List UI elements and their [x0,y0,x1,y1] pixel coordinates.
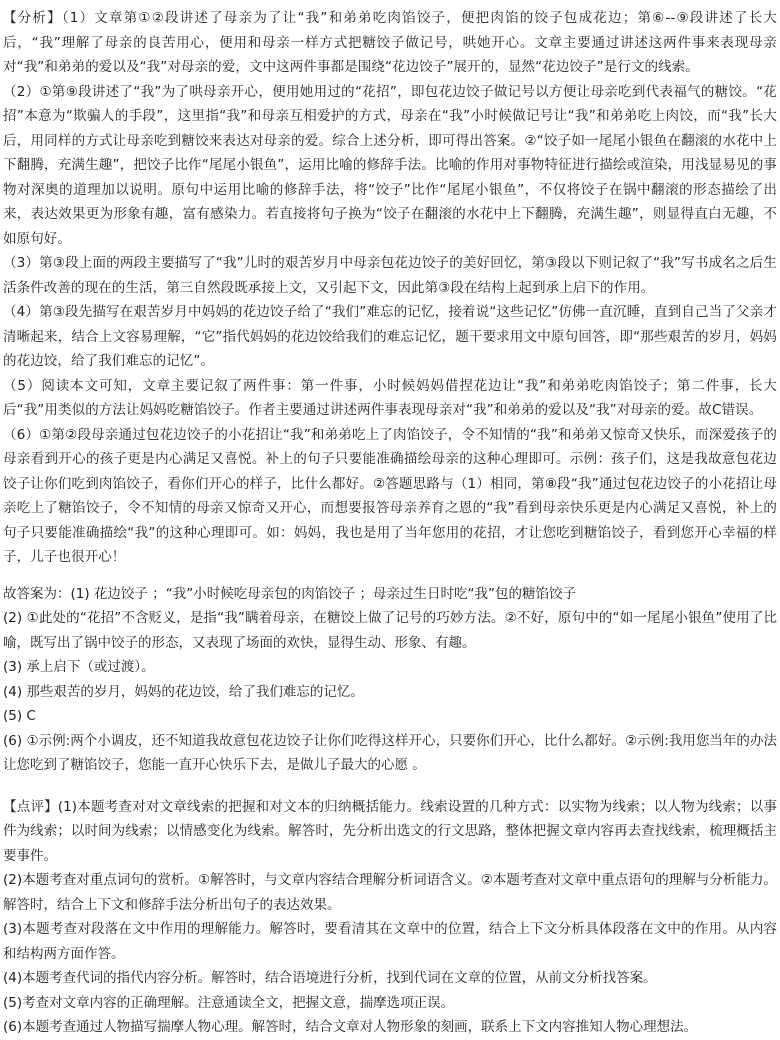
review-paragraph-4: (4)本题考查代词的指代内容分析。解答时，结合语境进行分析，找到代词在文章的位置，从前文分析找答案。 [3,970,657,986]
analysis-paragraph-1: 【分析】（1）文章第①②段讲述了母亲为了让“我”和弟弟吃肉馅饺子，便把肉馅的饺子包成花边；第⑥--⑨段讲述了长大后，“我”理解了母亲的良苦用心，便用和母亲一样方式把糖饺子做记号，哄她开心。文章主要通过讲述这两件事来表现母亲对“我”和弟弟的爱以及“我”对母亲的爱，文中这两件事都是围绕“花边饺子”展开的，显然“花边饺子”是行文的线索。 [3,10,777,75]
review-paragraph-6: (6)本题考查通过人物描写揣摩人物心理。解答时，结合文章对人物形象的刻画，联系上下文内容推知人物心理想法。 [3,1019,698,1035]
answer-line-6: (6) ①示例:两个小调皮，还不知道我故意包花边饺子让你们吃得这样开心，只要你们开心，比什么都好。②示例:我用您当年的办法让您吃到了糖馅饺子，您能一直开心快乐下去，是做儿子最大的心愿 。 [3,732,777,773]
review-paragraph-5: (5)考查对文章内容的正确理解。注意通读全文，把握文意，揣摩选项正误。 [3,994,455,1011]
analysis-section [3,6,777,570]
answer-line-1: 故答案为：(1) 花边饺子 ；“我”小时候吃母亲包的肉馅饺子 ；母亲过生日时吃“我”包的糖馅饺子 [3,585,576,602]
review-section [3,795,777,1040]
answers-section [3,582,777,778]
answer-line-5: (5) C [3,708,36,724]
review-paragraph-1: 【点评】(1)本题考查对对文章线索的把握和对文本的归纳概括能力。线索设置的几种方式：以实物为线索；以人物为线索；以事件为线索；以时间为线索；以情感变化为线索。解答时，先分析出选文的行文思路，整体把握文章内容再去查找线索，梳理概括主要事件。 [3,798,777,864]
analysis-paragraph-6: （6）①第②段母亲通过包花边饺子的小花招让“我”和弟弟吃上了肉馅饺子，令不知情的“我”和弟弟又惊奇又快乐，而深爱孩子的母亲看到开心的孩子更是内心满足又喜悦。补上的句子只要能准确描绘母亲的这种心理即可。示例：孩子们，这是我故意包花边饺子让你们吃到肉馅饺子，看你们开心的样子，比什么都好。②答题思路与（1）相同，第⑧段“我”通过包花边饺子的小花招让母亲吃上了糖馅饺子，令不知情的母亲又惊奇又开心，而想要报答母亲养育之恩的“我”看到母亲快乐更是内心满足又喜悦，补上的句子只要能准确描绘“我”的这种心理即可。如：妈妈，我也是用了当年您用的花招，才让您吃到糖馅饺子，看到您开心幸福的样子，儿子也很开心！ [3,426,777,565]
analysis-paragraph-3: （3）第③段上面的两段主要描写了“我”儿时的艰苦岁月中母亲包花边饺子的美好回忆，第③段以下则记叙了“我”写书成名之后生活条件改善的现在的生活，第三自然段既承接上文，又引起下文，因此第③段在结构上起到承上启下的作用。 [3,255,777,296]
review-paragraph-2: (2)本题考查对重点词句的赏析。①解答时，与文章内容结合理解分析词语含义。②本题考查对文章中重点语句的理解与分析能力。解答时，结合上下文和修辞手法分析出句子的表达效果。 [3,872,777,913]
analysis-paragraph-4: （4）第③段先描写在艰苦岁月中妈妈的花边饺子给了“我们”难忘的记忆，接着说“这些记忆”仿佛一直沉睡，直到自己当了父亲才清晰起来，结合上文容易理解，“它”指代妈妈的花边饺给我们的难忘记忆，题干要求用文中原句回答，即“那些艰苦的岁月，妈妈的花边饺，给了我们难忘的记忆”。 [3,304,777,369]
analysis-paragraph-2: （2）①第⑨段讲述了“我”为了哄母亲开心，便用她用过的“花招”，即包花边饺子做记号以方便让母亲吃到代表福气的糖饺。“花招”本意为“欺骗人的手段”，这里指“我”和母亲互相爱护的方式，母亲在“我”小时候做记号让“我”和弟弟吃上肉饺，而“我”长大后，用同样的方式让母亲吃到糖饺来表达对母亲的爱。综合上述分析，即可得出答案。②“饺子如一尾尾小银鱼在翻滚的水花中上下翻腾，充满生趣”，把饺子比作“尾尾小银鱼”，运用比喻的修辞手法。比喻的作用对事物特征进行描绘或渲染，用浅显易见的事物对深奥的道理加以说明。原句中运用比喻的修辞手法，将“饺子”比作“尾尾小银鱼”，不仅将饺子在锅中翻滚的形态描绘了出来，表达效果更为形象有趣，富有感染力。若直接将句子换为“饺子在翻滚的水花中上下翻腾，充满生趣”，则显得直白无趣，不如原句好。 [3,83,777,247]
answer-line-2: (2) ①此处的“花招”不含贬义，是指“我”瞒着母亲，在糖饺上做了记号的巧妙方法。②不好，原句中的“如一尾尾小银鱼”使用了比喻，既写出了锅中饺子的形态，又表现了场面的欢快，显得生动、形象、有趣。 [3,610,777,651]
answer-line-3: (3) 承上启下（或过渡）。 [3,659,155,675]
answer-line-4: (4) 那些艰苦的岁月，妈妈的花边饺，给了我们难忘的记忆。 [3,683,364,700]
review-paragraph-3: (3)本题考查对段落在文中作用的理解能力。解答时，要看清其在文章中的位置，结合上下文分析具体段落在文中的作用。从内容和结构两方面作答。 [3,921,777,962]
analysis-paragraph-5: （5）阅读本文可知，文章主要记叙了两件事：第一件事，小时候妈妈借捏花边让“我”和弟弟吃肉馅饺子；第二件事，长大后“我”用类似的方法让妈妈吃糖馅饺子。作者主要通过讲述两件事表现母亲对“我”和弟弟的爱以及“我”对母亲的爱。故C错误。 [3,377,777,418]
